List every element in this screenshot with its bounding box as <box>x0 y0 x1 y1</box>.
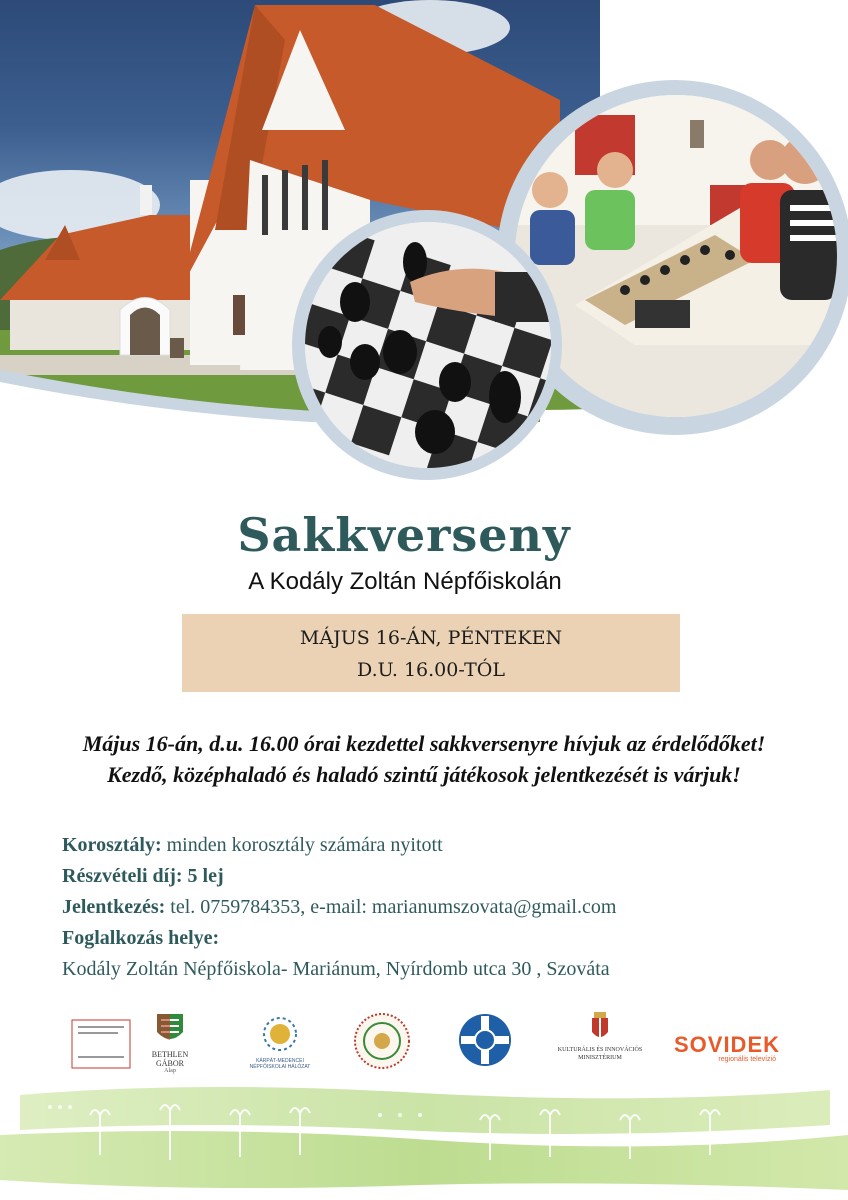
shield-icon <box>155 1012 185 1046</box>
sun-icon <box>260 1012 300 1054</box>
sovidek-logo <box>672 1034 782 1063</box>
government-logo <box>70 1012 132 1072</box>
venue-label: Foglalkozás helye: <box>62 927 220 949</box>
age-value: minden korosztály számára nyitott <box>161 834 443 856</box>
cross-logo <box>457 1012 513 1068</box>
date-box <box>182 614 680 692</box>
venue-row <box>62 923 616 954</box>
fee-row <box>62 861 616 892</box>
event-time: D.U. 16.00-TÓL <box>357 659 505 681</box>
intro-line: Május 16-án, d.u. 16.00 órai kezdettel sakkversenyre hívjuk az érdelődőket! <box>82 731 766 756</box>
intro-text <box>0 728 848 790</box>
event-date: MÁJUS 16-ÁN, PÉNTEKEN <box>299 627 563 649</box>
sovidek-name: SOVIDEK <box>673 1032 781 1057</box>
chess-board-photo <box>305 222 551 468</box>
coat-of-arms-icon <box>590 1012 610 1042</box>
sovidek-sub: regionális televízió <box>718 1056 776 1063</box>
age-row <box>62 830 616 861</box>
contact-value: tel. 0759784353, e-mail: marianumszovata@gmail.com <box>165 896 617 918</box>
karpat-name: KÁRPÁT-MEDENCEI NÉPFŐISKOLAI HÁLÓZAT <box>249 1058 311 1070</box>
venue-value: Kodály Zoltán Népfőiskola- Mariánum, Nyírdomb utca 30 , Szováta <box>62 958 610 980</box>
contact-label: Jelentkezés: <box>62 896 166 918</box>
event-details <box>62 830 616 985</box>
intro-line: Kezdő, középhaladó és haladó szintű játékosok jelentkezését is várjuk! <box>107 762 741 787</box>
rosette-logo <box>353 1012 411 1070</box>
footer-watercolor <box>0 1085 848 1200</box>
bethlen-name: BETHLEN GÁBOR <box>151 1050 189 1068</box>
bethlen-logo <box>140 1012 200 1074</box>
fee-label: Részvételi díj: 5 lej <box>62 865 224 887</box>
bethlen-sub: Alap <box>164 1068 176 1074</box>
sponsor-logos <box>60 1012 790 1082</box>
event-title: Sakkverseny <box>237 508 571 562</box>
karpat-logo <box>240 1012 320 1070</box>
age-label: Korosztály: <box>62 834 162 856</box>
event-subtitle: A Kodály Zoltán Népfőiskolán <box>248 568 562 595</box>
chess-players-photo <box>515 95 837 417</box>
ministry-name: KULTURÁLIS ÉS INNOVÁCIÓS MINISZTÉRIUM <box>557 1047 643 1061</box>
hero-photo-collage <box>0 0 848 500</box>
ministry-logo <box>550 1012 650 1062</box>
contact-row <box>62 892 616 923</box>
